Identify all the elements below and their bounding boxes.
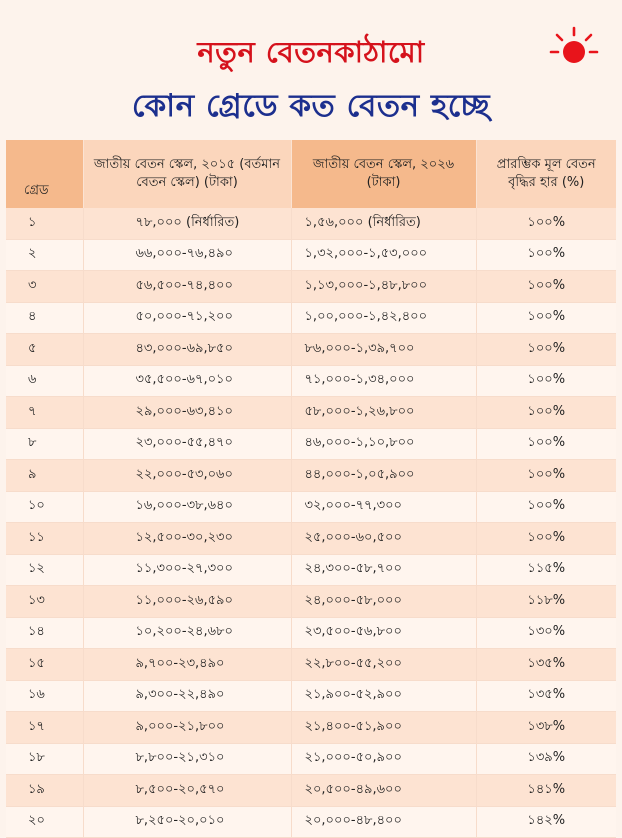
grade-cell: ১৫ [6, 649, 83, 681]
table-row [6, 239, 616, 271]
increase-rate-cell: ১০০% [476, 460, 616, 492]
grade-cell: ১৩ [6, 586, 83, 618]
increase-rate-cell: ১৩৯% [476, 743, 616, 775]
scale-2026-cell: ৪৪,০০০-১,০৫,৯০০ [291, 460, 476, 492]
scale-2015-cell: ৩৫,৫০০-৬৭,০১০ [83, 365, 291, 397]
page-header [0, 0, 622, 140]
table-row [6, 775, 616, 807]
increase-rate-cell: ১০০% [476, 523, 616, 555]
table-row [6, 365, 616, 397]
grade-cell: ২০ [6, 806, 83, 838]
grade-cell: ১১ [6, 523, 83, 555]
table-row [6, 680, 616, 712]
increase-rate-cell: ১০০% [476, 208, 616, 239]
table-row [6, 523, 616, 555]
increase-rate-cell: ১১৮% [476, 586, 616, 618]
column-header-scale-2015: জাতীয় বেতন স্কেল, ২০১৫ (বর্তমান বেতন স্কেল) (টাকা) [83, 140, 291, 208]
scale-2026-cell: ২৪,০০০-৫৮,০০০ [291, 586, 476, 618]
grade-cell: ১৭ [6, 712, 83, 744]
scale-2026-cell: ২৪,৩০০-৫৮,৭০০ [291, 554, 476, 586]
scale-2026-cell: ৭১,০০০-১,৩৪,০০০ [291, 365, 476, 397]
grade-cell: ১০ [6, 491, 83, 523]
scale-2015-cell: ২২,০০০-৫৩,০৬০ [83, 460, 291, 492]
scale-2015-cell: ৮,৮০০-২১,৩১০ [83, 743, 291, 775]
increase-rate-cell: ১০০% [476, 491, 616, 523]
scale-2015-cell: ৯,০০০-২১,৮০০ [83, 712, 291, 744]
grade-cell: ৪ [6, 302, 83, 334]
grade-cell: ১ [6, 208, 83, 239]
table-row [6, 460, 616, 492]
scale-2015-cell: ৯,৩০০-২২,৪৯০ [83, 680, 291, 712]
table-row [6, 649, 616, 681]
table-row [6, 617, 616, 649]
scale-2026-cell: ১,০০,০০০-১,৪২,৪০০ [291, 302, 476, 334]
table-row [6, 491, 616, 523]
table-header-row [6, 140, 616, 208]
scale-2026-cell: ১,৩২,০০০-১,৫৩,০০০ [291, 239, 476, 271]
scale-2026-cell: ২০,০০০-৪৮,৪০০ [291, 806, 476, 838]
scale-2026-cell: ২৫,০০০-৬০,৫০০ [291, 523, 476, 555]
grade-cell: ৬ [6, 365, 83, 397]
table-row [6, 271, 616, 303]
grade-cell: ১৬ [6, 680, 83, 712]
table-row [6, 334, 616, 366]
increase-rate-cell: ১০০% [476, 365, 616, 397]
page-subtitle: কোন গ্রেডে কত বেতন হচ্ছে [131, 88, 491, 124]
scale-2015-cell: ৭৮,০০০ (নির্ধারিত) [83, 208, 291, 239]
page-title: নতুন বেতনকাঠামো [197, 35, 425, 69]
scale-2026-cell: ২২,৮০০-৫৫,২০০ [291, 649, 476, 681]
table-row [6, 586, 616, 618]
increase-rate-cell: ১০০% [476, 428, 616, 460]
increase-rate-cell: ১৩০% [476, 617, 616, 649]
table-row [6, 712, 616, 744]
scale-2026-cell: ৮৬,০০০-১,৩৯,৭০০ [291, 334, 476, 366]
scale-2026-cell: ৩২,০০০-৭৭,৩০০ [291, 491, 476, 523]
sun-logo-icon [548, 24, 600, 76]
scale-2015-cell: ২৯,০০০-৬৩,৪১০ [83, 397, 291, 429]
salary-scale-table [6, 140, 616, 838]
table-row [6, 806, 616, 838]
scale-2026-cell: ১,১৩,০০০-১,৪৮,৮০০ [291, 271, 476, 303]
scale-2026-cell: ২১,৪০০-৫১,৯০০ [291, 712, 476, 744]
grade-cell: ১৮ [6, 743, 83, 775]
scale-2015-cell: ২৩,০০০-৫৫,৪৭০ [83, 428, 291, 460]
scale-2015-cell: ৮,৫০০-২০,৫৭০ [83, 775, 291, 807]
scale-2026-cell: ৪৬,০০০-১,১০,৮০০ [291, 428, 476, 460]
increase-rate-cell: ১৩৮% [476, 712, 616, 744]
scale-2026-cell: ২১,৯০০-৫২,৯০০ [291, 680, 476, 712]
increase-rate-cell: ১০০% [476, 271, 616, 303]
grade-cell: ৫ [6, 334, 83, 366]
scale-2015-cell: ১৬,০০০-৩৮,৬৪০ [83, 491, 291, 523]
scale-2015-cell: ৬৬,০০০-৭৬,৪৯০ [83, 239, 291, 271]
table-row [6, 743, 616, 775]
scale-2015-cell: ১১,৩০০-২৭,৩০০ [83, 554, 291, 586]
scale-2015-cell: ৪৩,০০০-৬৯,৮৫০ [83, 334, 291, 366]
grade-cell: ৯ [6, 460, 83, 492]
table-body [6, 208, 616, 838]
column-header-grade: গ্রেড [6, 140, 83, 208]
column-header-scale-2026: জাতীয় বেতন স্কেল, ২০২৬ (টাকা) [291, 140, 476, 208]
column-header-increase-rate: প্রারম্ভিক মূল বেতন বৃদ্ধির হার (%) [476, 140, 616, 208]
increase-rate-cell: ১০০% [476, 302, 616, 334]
increase-rate-cell: ১০০% [476, 239, 616, 271]
grade-cell: ১২ [6, 554, 83, 586]
table-row [6, 302, 616, 334]
increase-rate-cell: ১৪২% [476, 806, 616, 838]
table-row [6, 208, 616, 239]
scale-2026-cell: ২১,০০০-৫০,৯০০ [291, 743, 476, 775]
increase-rate-cell: ১৩৫% [476, 649, 616, 681]
scale-2015-cell: ১০,২০০-২৪,৬৮০ [83, 617, 291, 649]
increase-rate-cell: ১০০% [476, 397, 616, 429]
increase-rate-cell: ১০০% [476, 334, 616, 366]
table-row [6, 397, 616, 429]
grade-cell: ৩ [6, 271, 83, 303]
scale-2015-cell: ৫০,০০০-৭১,২০০ [83, 302, 291, 334]
scale-2026-cell: ১,৫৬,০০০ (নির্ধারিত) [291, 208, 476, 239]
scale-2015-cell: ৫৬,৫০০-৭৪,৪০০ [83, 271, 291, 303]
scale-2015-cell: ১১,০০০-২৬,৫৯০ [83, 586, 291, 618]
grade-cell: ১৯ [6, 775, 83, 807]
grade-cell: ৭ [6, 397, 83, 429]
scale-2015-cell: ৮,২৫০-২০,০১০ [83, 806, 291, 838]
scale-2015-cell: ৯,৭০০-২৩,৪৯০ [83, 649, 291, 681]
grade-cell: ২ [6, 239, 83, 271]
scale-2026-cell: ২০,৫০০-৪৯,৬০০ [291, 775, 476, 807]
scale-2026-cell: ৫৮,০০০-১,২৬,৮০০ [291, 397, 476, 429]
increase-rate-cell: ১৪১% [476, 775, 616, 807]
increase-rate-cell: ১১৫% [476, 554, 616, 586]
table-row [6, 554, 616, 586]
table-row [6, 428, 616, 460]
grade-cell: ১৪ [6, 617, 83, 649]
scale-2026-cell: ২৩,৫০০-৫৬,৮০০ [291, 617, 476, 649]
grade-cell: ৮ [6, 428, 83, 460]
scale-2015-cell: ১২,৫০০-৩০,২৩০ [83, 523, 291, 555]
increase-rate-cell: ১৩৫% [476, 680, 616, 712]
